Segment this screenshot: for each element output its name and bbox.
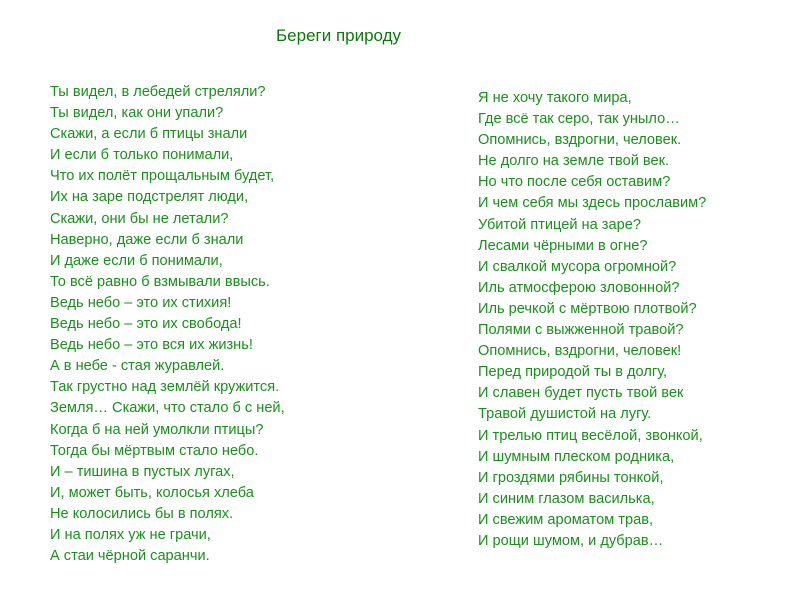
poem-line: Убитой птицей на заре? [478,216,641,233]
poem-line: Когда б на ней умолкли птицы? [50,421,264,438]
poem-line: И рощи шумом, и дубрав… [478,532,664,549]
poem-line: Опомнись, вздрогни, человек! [478,343,682,360]
poem-line: А стаи чёрной саранчи. [50,548,210,565]
poem-line: Ты видел, как они упали? [50,105,224,122]
poem-line: Травой душистой на лугу. [478,406,652,423]
poem-line: И – тишина в пустых лугах, [50,463,235,480]
poem-line: Где всё так серо, так уныло… [478,111,680,128]
poem-line: И если б только понимали, [50,147,234,164]
poem-line: Иль речкой с мёртвою плотвой? [478,300,697,317]
poem-line: Так грустно над землёй кружится. [50,379,280,396]
poem-line: И трелью птиц весёлой, звонкой, [478,427,703,444]
poem-column-right [478,88,706,552]
poem-line: И славен будет пусть твой век [478,385,684,402]
poem-line: Их на заре подстрелят люди, [50,189,249,206]
poem-line: И, может быть, колосья хлеба [50,484,254,501]
poem-line: Ведь небо – это вся их жизнь! [50,337,253,354]
poem-line: Наверно, даже если б знали [50,231,244,248]
poem-line: И гроздями рябины тонкой, [478,469,664,486]
poem-line: Ведь небо – это их стихия! [50,294,232,311]
page-title: Береги природу [276,26,402,45]
poem-line: Земля… Скажи, что стало б с ней, [50,400,285,417]
poem-line: Скажи, а если б птицы знали [50,126,248,143]
poem-line: Иль атмосферою зловонной? [478,279,680,296]
poem-line: Не колосились бы в полях. [50,505,234,522]
poem-line: И шумным плеском родника, [478,448,675,465]
poem-line: Но что после себя оставим? [478,174,671,191]
poem-line: Перед природой ты в долгу, [478,364,668,381]
poem-line: Лесами чёрными в огне? [478,237,648,254]
poem-line: И даже если б понимали, [50,252,223,269]
poem-line: И на полях уж не грачи, [50,526,211,543]
poem-line: Я не хочу такого мира, [478,90,632,106]
poem-line: Опомнись, вздрогни, человек. [478,132,682,149]
poem-line: Что их полёт прощальным будет, [50,168,275,185]
poem-line: И чем себя мы здесь прославим? [478,195,707,212]
poem-line: И свалкой мусора огромной? [478,258,677,275]
poem-line: Ты видел, в лебедей стреляли? [50,84,266,100]
poem-line: Ведь небо – это их свобода! [50,316,242,333]
poem-line: Полями с выжженной травой? [478,322,684,339]
poem-line: А в небе - стая журавлей. [50,358,225,375]
poem-line: Тогда бы мёртвым стало небо. [50,442,259,459]
poem-line: Скажи, они бы не летали? [50,210,229,227]
poem-line: И свежим ароматом трав, [478,511,654,528]
poem-column-left [50,82,285,567]
poem-line: И синим глазом василька, [478,490,655,507]
poem-line: То всё равно б взмывали ввысь. [50,273,270,290]
poem-line: Не долго на земле твой век. [478,153,670,170]
